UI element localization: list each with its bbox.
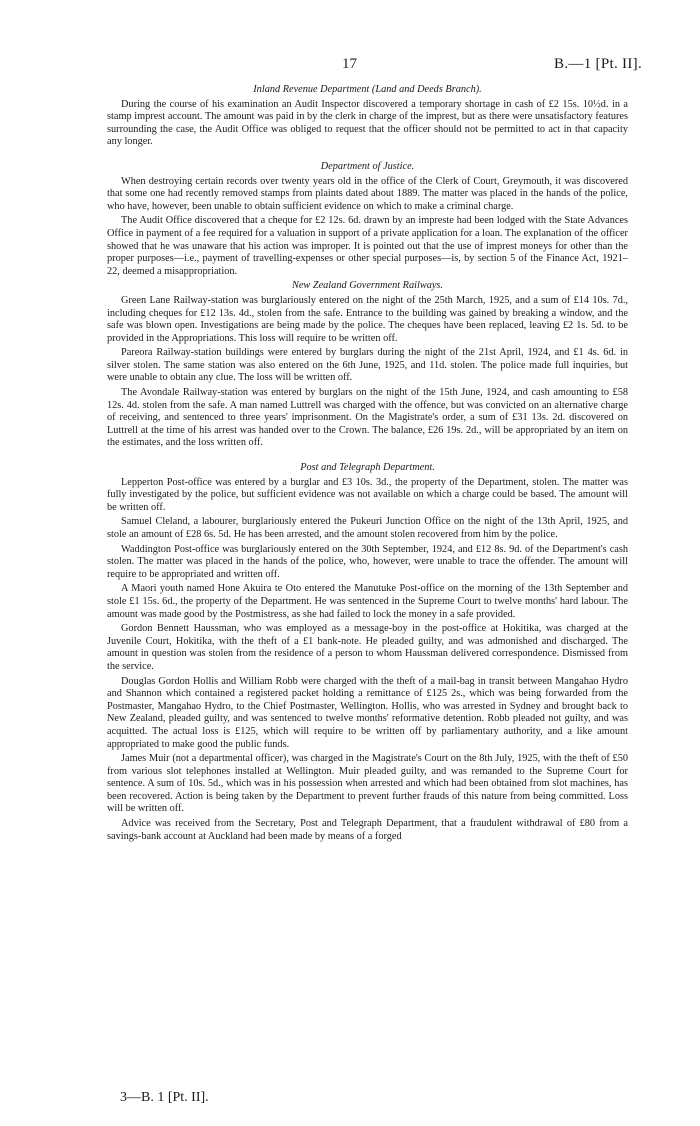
document-body [107,84,628,843]
page-footer-signature: 3—B. 1 [Pt. II]. [120,1090,209,1105]
section-heading-justice: Department of Justice. [320,160,415,172]
section-railways [107,280,628,450]
paragraph: Waddington Post-office was burglariously entered on the 30th September, 1924, and £12 8s. 9d. of the Department's cash stolen. The matter was placed in the hands of the police, who, however, were unable to trace the offender. The amount will require to be appropriated and written off. [107,543,628,580]
paragraph: When destroying certain records over twenty years old in the office of the Clerk of Court, Greymouth, it was discovered that some one had recently removed stamps from plaints dated about 1889. The matter was placed in the hands of the police, who have, however, been unable to obtain sufficient evidence on which to make a criminal charge. [107,175,628,212]
document-reference: B.—1 [Pt. II]. [554,56,642,72]
paragraph: The Audit Office discovered that a cheque for £2 12s. 6d. drawn by an impreste had been lodged with the State Advances Office in payment of a fee required for a valuation in support of a private application for a loan. The explanation of the officer showed that he was unaware that his action was improper. It is pointed out that the use of imprest moneys for other than the proper purposes—i.e., payment of travelling-expenses or other special purposes—is, by section 5 of the Finance Act, 1921–22, deemed a misappropriation. [107,215,628,277]
paragraph: Douglas Gordon Hollis and William Robb were charged with the theft of a mail-bag in transit between Mangahao Hydro and Shannon which contained a registered packet holding a remittance of £125 2s., which was being forwarded from the Postmaster, Mangahao Hydro, to the Chief Postmaster, Wellington. Hollis, who was arrested in Sydney and brought back to New Zealand, pleaded guilty, and was sentenced to twelve months' reformative detention. Robb pleaded not guilty, and was acquitted. The actual loss is £125, which will require to be written off by parliamentary authority, and a like amount appropriated to make good the public funds. [107,675,628,750]
paragraph: Advice was received from the Secretary, Post and Telegraph Department, that a fraudulent withdrawal of £80 from a savings-bank account at Auckland had been made by means of a forged [107,818,628,842]
paragraph: Samuel Cleland, a labourer, burglariously entered the Pukeuri Junction Office on the night of the 13th April, 1925, and stole an amount of £28 6s. 5d. He has been arrested, and the amount stolen recovered from him by the police. [107,516,628,540]
paragraph: Gordon Bennett Haussman, who was employed as a message-boy in the post-office at Hokitika, was charged at the Juvenile Court, Hokitika, with the theft of a £1 bank-note. He pleaded guilty, and was admonished and discharged. The amount in question was stolen from the residence of a person to whom Haussman delivered correspondence. Dismissed from the service. [107,623,628,672]
section-heading-post-telegraph: Post and Telegraph Department. [300,462,435,474]
paragraph: Pareora Railway-station buildings were entered by burglars during the night of the 21st April, 1924, and £1 4s. 6d. in silver stolen. The same station was also entered on the 6th June, 1925, and 11d. stolen. The police made full inquiries, but were unable to obtain any clue. The loss will be written off. [107,347,628,384]
section-post-telegraph [107,462,628,843]
section-inland-revenue [107,84,628,149]
paragraph: The Avondale Railway-station was entered by burglars on the night of the 15th June, 1924, and cash amounting to £58 12s. 4d. stolen from the safe. A man named Luttrell was charged with the offence, but was convicted on an alternative charge of receiving, and sentenced to three years' imprisonment. On the Magistrate's order, a sum of £31 13s. 2d. discovered on Luttrell at the time of his arrest was handed over to the Crown. The balance, £26 19s. 2d., will be appropriated by an item on the estimates, and the loss written off. [107,387,628,449]
paragraph: Lepperton Post-office was entered by a burglar and £3 10s. 3d., the property of the Department, stolen. The matter was fully investigated by the police, but sufficient evidence was not available on which a charge could be based. The amount will be written off. [107,476,628,513]
section-heading-inland-revenue: Inland Revenue Department (Land and Deeds Branch). [253,84,482,95]
page-header [0,56,700,76]
paragraph: A Maori youth named Hone Akuira te Oto entered the Manutuke Post-office on the morning of the 13th September and stole £1 15s. 6d., the property of the Department. He was sentenced in the Supreme Court to twelve months' hard labour. The amount was made good by the Postmistress, as she had failed to lock the money in a safe provided. [107,583,628,620]
paragraph: During the course of his examination an Audit Inspector discovered a temporary shortage in cash of £2 15s. 10½d. in a stamp imprest account. The amount was paid in by the clerk in charge of the imprest, but as there were unsatisfactory features surrounding the case, the Audit Office was obliged to request that the officer should not be permitted to act in that capacity any longer. [107,98,628,148]
paragraph: James Muir (not a departmental officer), was charged in the Magistrate's Court on the 8th July, 1925, with the theft of £50 from various slot telephones installed at Wellington. Muir pleaded guilty, and was remanded to the Supreme Court for sentence. A sum of 10s. 5d., which was in his possession when arrested and which had been obtained from slot machines, has been recovered. Action is being taken by the Department to prevent further frauds of this nature from being committed. Loss will be written off. [107,753,628,815]
section-justice [107,161,628,278]
section-heading-railways: New Zealand Government Railways. [291,280,443,292]
paragraph: Green Lane Railway-station was burglariously entered on the night of the 25th March, 1925, and a sum of £14 10s. 7d., including cheques for £12 13s. 4d., stolen from the safe. Entrance to the building was gained by breaking a window, and the safe was blown open. Investigations are being made by the police. The cheques have been replaced, leaving £2 1s. 5d. to be provided in the Appropriations. This loss will require to be written off. [107,294,628,344]
page-number: 17 [342,56,357,72]
